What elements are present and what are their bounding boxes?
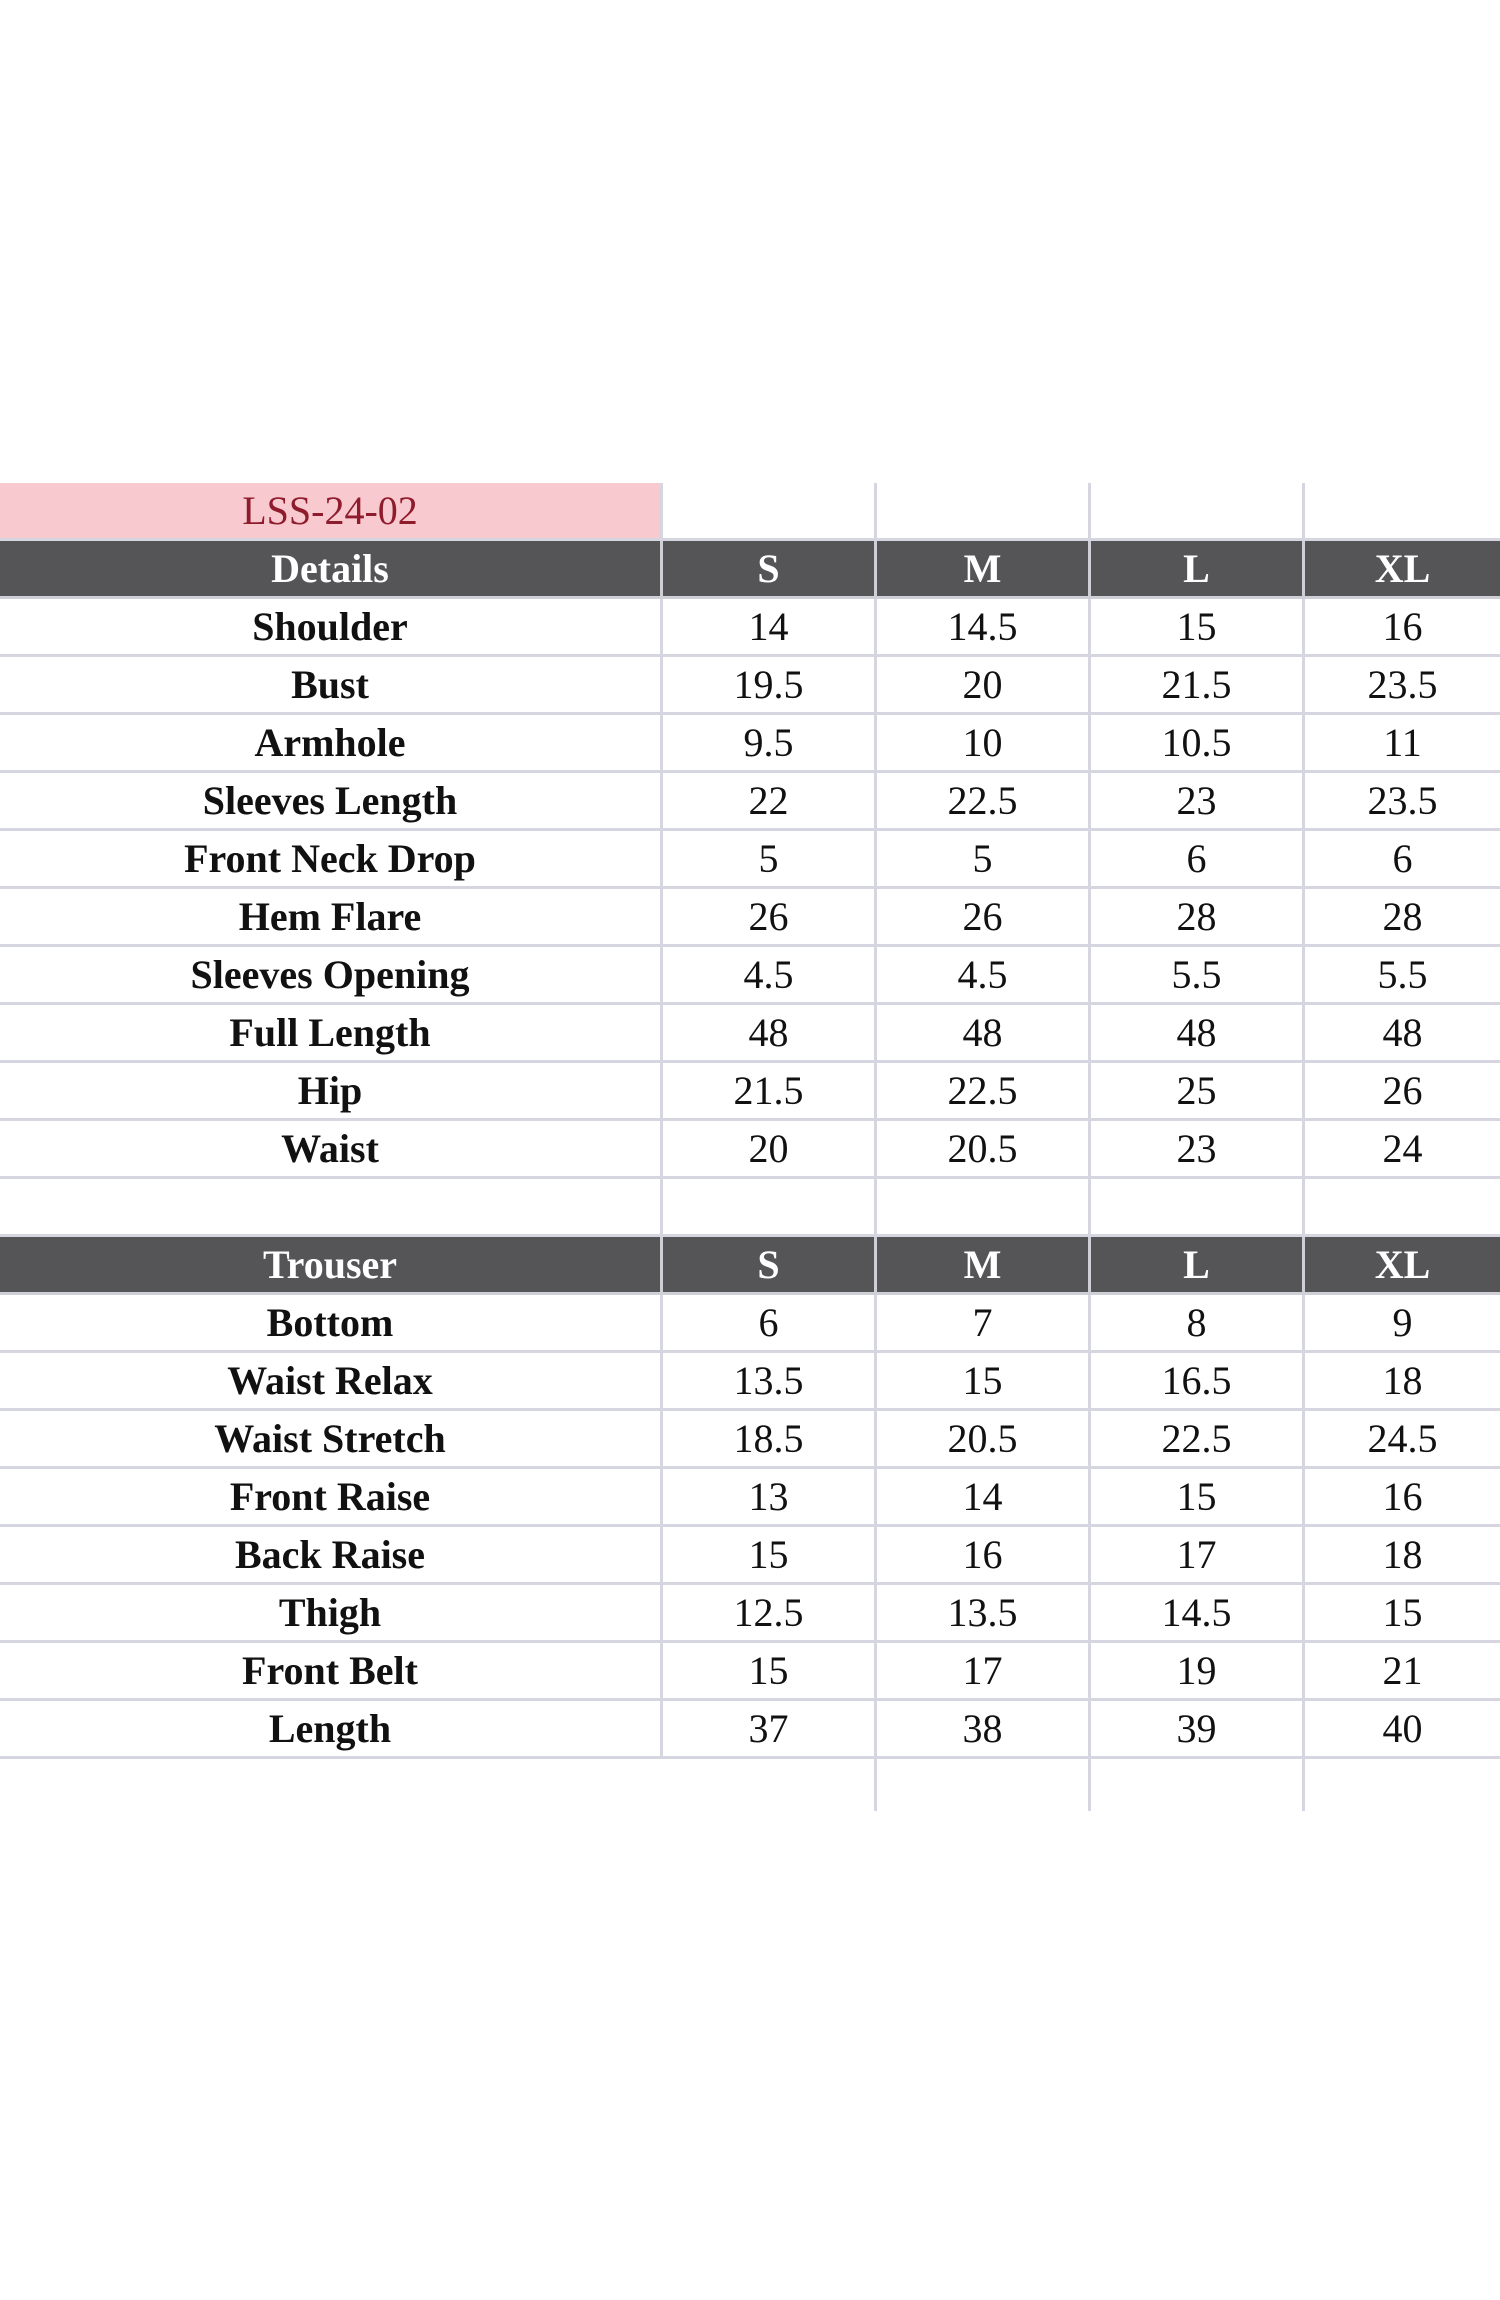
measurement-value: 16: [877, 1527, 1091, 1582]
measurement-label: Waist: [0, 1121, 663, 1176]
measurement-value: 15: [663, 1527, 877, 1582]
product-code-row: [0, 483, 1500, 541]
empty-cell: [0, 1179, 663, 1234]
measurement-value: 20.5: [877, 1411, 1091, 1466]
measurement-value: 10.5: [1091, 715, 1305, 770]
trouser-section: [0, 1295, 1500, 1759]
measurement-value: 23: [1091, 773, 1305, 828]
empty-cell: [877, 1759, 1091, 1811]
measurement-value: 23: [1091, 1121, 1305, 1176]
table-row: [0, 889, 1500, 947]
measurement-value: 6: [1392, 836, 1413, 881]
empty-cell: [663, 1179, 877, 1234]
measurement-value: 8: [1091, 1295, 1305, 1350]
measurement-value: 28: [1091, 889, 1305, 944]
measurement-value: 5.5: [1091, 947, 1305, 1002]
empty-cell: [877, 1179, 1091, 1234]
measurement-value: 19.5: [663, 657, 877, 712]
measurement-value: 21.5: [663, 1063, 877, 1118]
size-header-xl: XL: [1374, 1242, 1431, 1287]
measurement-value: 15: [663, 1643, 877, 1698]
measurement-value: 15: [1091, 599, 1305, 654]
measurement-value: 22.5: [1091, 1411, 1305, 1466]
size-header-l: L: [1091, 541, 1305, 596]
measurement-value: 15: [1382, 1590, 1423, 1635]
table-row: [0, 1585, 1500, 1643]
measurement-value: 14: [663, 599, 877, 654]
table-row: [0, 657, 1500, 715]
measurement-label: Front Belt: [0, 1643, 663, 1698]
details-header: Details: [0, 541, 663, 596]
measurement-value: 21.5: [1091, 657, 1305, 712]
measurement-value: 7: [877, 1295, 1091, 1350]
size-header-m: M: [877, 541, 1091, 596]
measurement-value: 17: [1091, 1527, 1305, 1582]
measurement-label: Shoulder: [0, 599, 663, 654]
measurement-value: 26: [663, 889, 877, 944]
measurement-label: Hip: [0, 1063, 663, 1118]
size-header-s: S: [663, 1237, 877, 1292]
section-spacer-row: [0, 1179, 1500, 1237]
empty-cell: [1305, 1759, 1500, 1811]
measurement-label: Hem Flare: [0, 889, 663, 944]
empty-cell: [1091, 483, 1305, 538]
table-row: [0, 1411, 1500, 1469]
empty-cell: [1305, 483, 1500, 538]
measurement-value: 15: [877, 1353, 1091, 1408]
table-row: [0, 1295, 1500, 1353]
table-row: [0, 599, 1500, 657]
measurement-value: 16.5: [1091, 1353, 1305, 1408]
measurement-value: 22.5: [877, 773, 1091, 828]
table-end-row: [0, 1759, 1500, 1811]
measurement-value: 23.5: [1367, 662, 1438, 707]
measurement-value: 4.5: [663, 947, 877, 1002]
table-row: [0, 1643, 1500, 1701]
measurement-value: 13.5: [663, 1353, 877, 1408]
table-row: [0, 1527, 1500, 1585]
table-row: [0, 1701, 1500, 1759]
measurement-value: 14.5: [877, 599, 1091, 654]
measurement-value: 28: [1382, 894, 1423, 939]
details-header-row: [0, 541, 1500, 599]
trouser-header: Trouser: [0, 1237, 663, 1292]
measurement-value: 5: [663, 831, 877, 886]
measurement-label: Armhole: [0, 715, 663, 770]
measurement-value: 20.5: [877, 1121, 1091, 1176]
measurement-value: 38: [877, 1701, 1091, 1756]
measurement-value: 5: [877, 831, 1091, 886]
measurement-label: Length: [0, 1701, 663, 1756]
measurement-value: 14: [877, 1469, 1091, 1524]
table-row: [0, 773, 1500, 831]
measurement-label: Waist Stretch: [0, 1411, 663, 1466]
size-header-s: S: [663, 541, 877, 596]
table-row: [0, 1469, 1500, 1527]
measurement-value: 16: [1382, 604, 1423, 649]
measurement-value: 48: [1091, 1005, 1305, 1060]
measurement-value: 19: [1091, 1643, 1305, 1698]
measurement-value: 23.5: [1367, 778, 1438, 823]
measurement-value: 15: [1091, 1469, 1305, 1524]
measurement-value: 48: [877, 1005, 1091, 1060]
measurement-value: 11: [1383, 720, 1422, 765]
empty-cell: [663, 483, 877, 538]
measurement-value: 24.5: [1367, 1416, 1438, 1461]
measurement-value: 24: [1382, 1126, 1423, 1171]
table-row: [0, 1121, 1500, 1179]
measurement-value: 26: [1382, 1068, 1423, 1113]
measurement-value: 6: [663, 1295, 877, 1350]
measurement-value: 9.5: [663, 715, 877, 770]
empty-cell: [1091, 1179, 1305, 1234]
size-header-l: L: [1091, 1237, 1305, 1292]
measurement-value: 10: [877, 715, 1091, 770]
measurement-value: 39: [1091, 1701, 1305, 1756]
measurement-value: 13.5: [877, 1585, 1091, 1640]
measurement-value: 25: [1091, 1063, 1305, 1118]
table-row: [0, 1063, 1500, 1121]
table-row: [0, 1353, 1500, 1411]
measurement-value: 21: [1382, 1648, 1423, 1693]
size-header-m: M: [877, 1237, 1091, 1292]
measurement-label: Thigh: [0, 1585, 663, 1640]
table-row: [0, 831, 1500, 889]
measurement-value: 16: [1382, 1474, 1423, 1519]
measurement-label: Back Raise: [0, 1527, 663, 1582]
size-header-xl: XL: [1374, 546, 1431, 591]
measurement-value: 12.5: [663, 1585, 877, 1640]
table-row: [0, 1005, 1500, 1063]
empty-cell: [1091, 1759, 1305, 1811]
measurement-value: 18: [1382, 1532, 1423, 1577]
measurement-value: 14.5: [1091, 1585, 1305, 1640]
measurement-value: 13: [663, 1469, 877, 1524]
details-section: [0, 599, 1500, 1179]
measurement-value: 22.5: [877, 1063, 1091, 1118]
empty-cell: [0, 1759, 663, 1811]
trouser-header-row: [0, 1237, 1500, 1295]
measurement-value: 20: [663, 1121, 877, 1176]
measurement-value: 4.5: [877, 947, 1091, 1002]
measurement-value: 40: [1382, 1706, 1423, 1751]
table-row: [0, 947, 1500, 1005]
measurement-value: 22: [663, 773, 877, 828]
measurement-value: 26: [877, 889, 1091, 944]
measurement-label: Full Length: [0, 1005, 663, 1060]
measurement-label: Waist Relax: [0, 1353, 663, 1408]
measurement-value: 17: [877, 1643, 1091, 1698]
empty-cell: [1305, 1179, 1500, 1234]
measurement-value: 20: [877, 657, 1091, 712]
product-code: LSS-24-02: [0, 483, 663, 538]
measurement-value: 37: [663, 1701, 877, 1756]
measurement-value: 18: [1382, 1358, 1423, 1403]
empty-cell: [877, 483, 1091, 538]
measurement-label: Sleeves Length: [0, 773, 663, 828]
table-row: [0, 715, 1500, 773]
measurement-value: 9: [1392, 1300, 1413, 1345]
empty-cell: [663, 1759, 877, 1811]
measurement-value: 48: [663, 1005, 877, 1060]
size-chart-table: [0, 483, 1500, 1811]
measurement-label: Front Neck Drop: [0, 831, 663, 886]
measurement-value: 18.5: [663, 1411, 877, 1466]
measurement-label: Bottom: [0, 1295, 663, 1350]
measurement-label: Bust: [0, 657, 663, 712]
measurement-value: 48: [1382, 1010, 1423, 1055]
measurement-label: Sleeves Opening: [0, 947, 663, 1002]
measurement-label: Front Raise: [0, 1469, 663, 1524]
measurement-value: 5.5: [1377, 952, 1428, 997]
measurement-value: 6: [1091, 831, 1305, 886]
